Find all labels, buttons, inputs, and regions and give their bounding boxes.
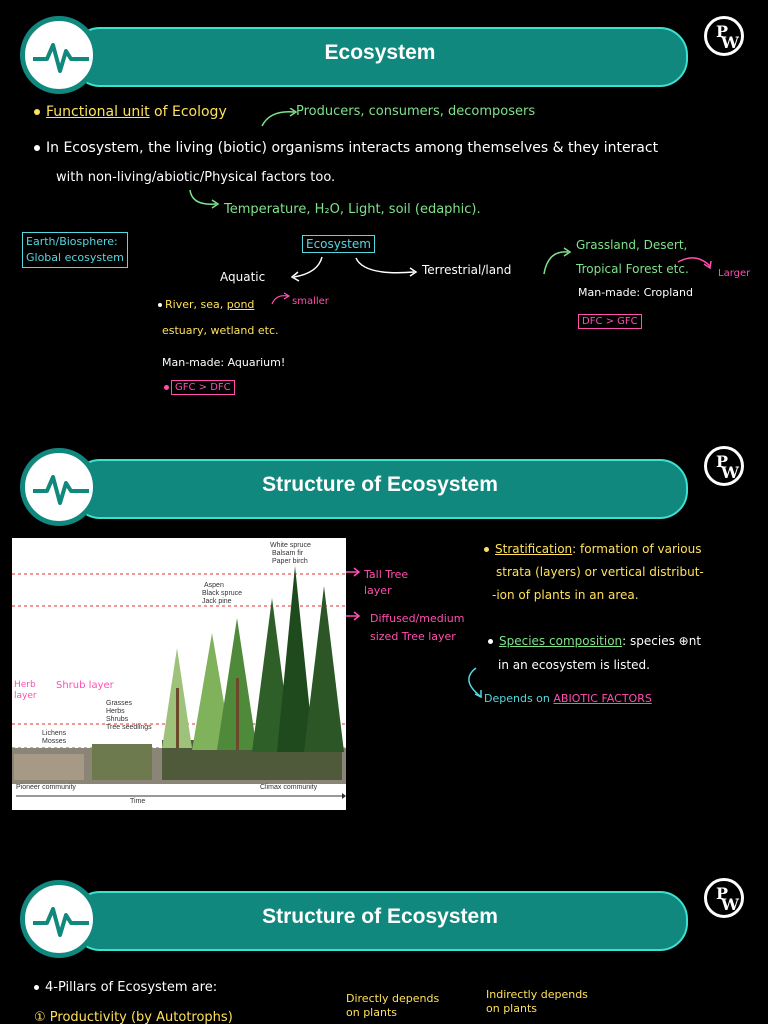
slide-ecosystem	[0, 0, 768, 432]
aquatic-label: Aquatic	[220, 270, 266, 284]
arrow-icon	[346, 566, 362, 578]
succession-diagram	[12, 538, 346, 810]
abiotic-factors-note: Temperature, H₂O, Light, soil (edaphic).	[224, 202, 481, 217]
pw-logo-icon: P W	[704, 16, 744, 56]
species-composition-line1: Species composition: species ⊕nt	[488, 634, 701, 648]
forest-illustration	[12, 538, 346, 810]
indirectly-depends-note: Indirectly depends on plants	[486, 988, 588, 1015]
title-banner	[72, 459, 688, 519]
stratification-line2: strata (layers) or vertical distribut-	[496, 565, 704, 579]
pw-logo-icon: P W	[704, 878, 744, 918]
slide-title: Structure of Ecosystem	[262, 905, 498, 928]
pillars-heading: 4-Pillars of Ecosystem are:	[34, 980, 217, 995]
arrow-icon	[188, 188, 220, 212]
arrow-icon	[354, 256, 420, 280]
label-paper-birch: Paper birch	[272, 558, 308, 565]
ecosystem-box: Ecosystem	[302, 235, 375, 253]
arrow-icon	[676, 254, 716, 272]
herb-layer-note: Herb layer	[14, 680, 37, 701]
arrow-icon	[540, 246, 572, 276]
smaller-note: smaller	[292, 296, 329, 307]
title-banner	[72, 891, 688, 951]
label-jack-pine: Jack pine	[202, 598, 232, 605]
aquatic-examples-line1: River, sea, pond	[158, 298, 254, 311]
diffused-tree-layer-note: Diffused/medium sized Tree layer	[370, 612, 465, 643]
directly-depends-note: Directly depends on plants	[346, 992, 440, 1019]
larger-note: Larger	[718, 268, 751, 279]
earth-biosphere-box: Earth/Biosphere: Global ecosystem	[22, 232, 128, 268]
bullet-ecosystem-definition: In Ecosystem, the living (biotic) organisms interacts among themselves & they interact	[34, 140, 658, 156]
label-balsam-fir: Balsam fir	[272, 550, 304, 557]
aquatic-examples-line2: estuary, wetland etc.	[162, 324, 279, 337]
terrestrial-manmade: Man-made: Cropland	[578, 286, 694, 299]
pulse-logo-icon	[20, 880, 98, 958]
arrow-icon	[270, 292, 292, 306]
slide-title: Ecosystem	[324, 41, 436, 64]
aquatic-manmade: Man-made: Aquarium!	[162, 356, 286, 369]
label-time-axis: Time	[130, 798, 146, 805]
producers-note: Producers, consumers, decomposers	[296, 104, 536, 119]
dfc-gfc-box: DFC > GFC	[578, 314, 642, 329]
label-mosses: Mosses	[42, 738, 67, 745]
arrow-icon	[460, 666, 486, 700]
slide-pillars	[0, 864, 768, 1024]
terrestrial-examples-line1: Grassland, Desert,	[576, 238, 688, 252]
label-shrubs: Shrubs	[106, 716, 129, 723]
label-grasses: Grasses	[106, 700, 133, 707]
label-climax-community: Climax community	[260, 784, 318, 791]
pillar-productivity: ① Productivity (by Autotrophs)	[34, 1010, 233, 1024]
label-pioneer-community: Pioneer community	[16, 784, 76, 791]
bullet-continuation: with non-living/abiotic/Physical factors too.	[56, 170, 336, 185]
label-herbs: Herbs	[106, 708, 125, 715]
arrow-icon	[288, 255, 328, 285]
bullet-functional-unit: Functional unit of Ecology	[34, 104, 227, 120]
label-lichens: Lichens	[42, 730, 67, 737]
label-aspen: Aspen	[204, 582, 224, 589]
pw-logo-icon: P W	[704, 446, 744, 486]
stratification-line3: -ion of plants in an area.	[492, 588, 639, 602]
label-white-spruce: White spruce	[270, 542, 311, 549]
label-black-spruce: Black spruce	[202, 590, 243, 597]
arrow-icon	[346, 610, 362, 622]
arrow-icon	[260, 108, 300, 128]
terrestrial-label: Terrestrial/land	[422, 263, 512, 277]
slide-title: Structure of Ecosystem	[262, 473, 498, 496]
gfc-dfc-item: GFC > DFC	[164, 382, 235, 393]
tall-tree-layer-note: Tall Tree layer	[364, 568, 409, 597]
label-tree-seedlings: Tree seedlings	[106, 724, 152, 731]
shrub-layer-note: Shrub layer	[56, 680, 114, 691]
species-composition-line2: in an ecosystem is listed.	[498, 658, 650, 672]
stratification-line1: Stratification: formation of various	[484, 542, 701, 556]
title-banner	[72, 27, 688, 87]
pulse-logo-icon	[20, 16, 98, 94]
terrestrial-examples-line2: Tropical Forest etc.	[576, 262, 689, 276]
abiotic-factors-note: Depends on ABIOTIC FACTORS	[484, 692, 652, 705]
pulse-logo-icon	[20, 448, 98, 526]
